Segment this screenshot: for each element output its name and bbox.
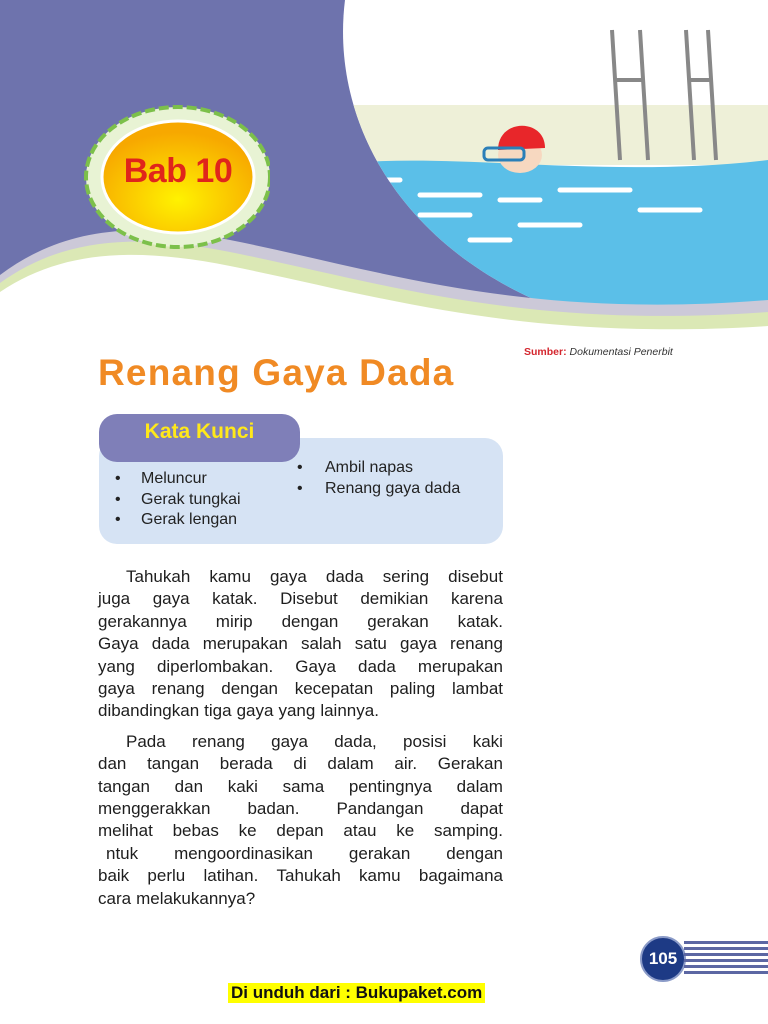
keywords-label: Kata Kunci [144, 420, 255, 443]
paragraph [98, 566, 503, 723]
text-line: melihat bebas ke depan atau ke samping. [98, 821, 503, 841]
text-line: ntuk mengoordinasikan gerakan dengan [106, 843, 503, 863]
text-line: yang diperlombakan. Gaya dada merupakan [98, 656, 503, 676]
text-line: cara melakukannya? [98, 888, 256, 908]
image-caption [524, 346, 673, 358]
keyword-item: • Ambil napas [297, 458, 460, 479]
text-line: Tahukah kamu gaya dada sering disebut [126, 567, 503, 586]
keywords-list-right [297, 458, 460, 499]
footer-download-note: Di unduh dari : Bukupaket.com [228, 983, 485, 1003]
page-number-stripes [684, 941, 768, 977]
text-line: tangan dan kaki sama pentingnya dalam [98, 776, 503, 796]
paragraph [98, 731, 503, 910]
text-line: menggerakkan badan. Pandangan dapat [98, 799, 503, 819]
chapter-label: Bab 10 [123, 152, 233, 190]
caption-text: Dokumentasi Penerbit [569, 346, 673, 358]
text-line: Pada renang gaya dada, posisi kaki [126, 731, 503, 751]
caption-label: Sumber: [524, 346, 567, 358]
page-number: 105 [640, 936, 686, 982]
text-line: baik perlu latihan. Tahukah kamu bagaimana [98, 866, 503, 886]
text-line: juga gaya katak. Disebut demikian karena [98, 589, 503, 609]
keywords-list-left [99, 469, 241, 531]
body-text [98, 566, 503, 910]
keyword-item: • Gerak tungkai [99, 490, 241, 511]
page-title: Renang Gaya Dada [98, 352, 455, 393]
text-line: gerakannya mirip dengan gerakan katak. [98, 611, 503, 631]
text-line: dibandingkan tiga gaya yang lainnya. [98, 701, 379, 721]
keyword-item: • Gerak lengan [99, 510, 241, 531]
text-line: Gaya dada merupakan salah satu gaya renang [98, 634, 503, 654]
keyword-item: • Renang gaya dada [297, 479, 460, 500]
text-line: dan tangan berada di dalam air. Gerakan [98, 754, 503, 774]
text-line: gaya renang dengan kecepatan paling lambat [98, 679, 503, 699]
keyword-item: • Meluncur [99, 469, 241, 490]
